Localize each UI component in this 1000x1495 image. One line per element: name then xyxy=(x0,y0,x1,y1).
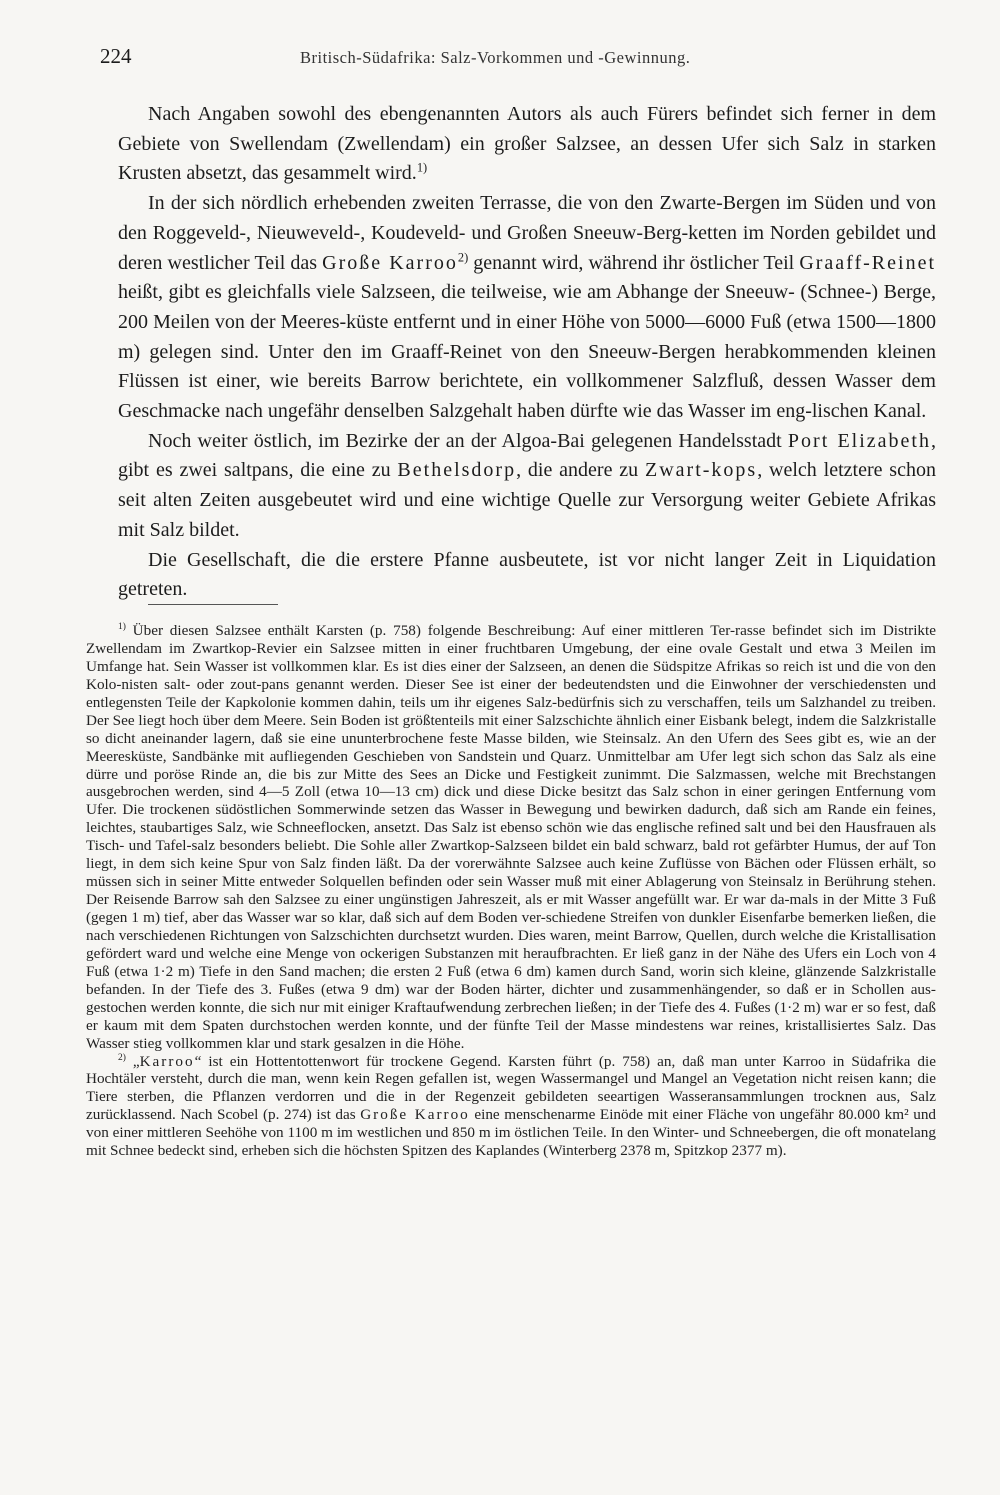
footnote-marker-1: 1) xyxy=(118,621,126,632)
text: , gibt es zwei saltpans, die eine zu xyxy=(118,429,936,482)
footnote-2 xyxy=(86,1053,936,1161)
page-number: 224 xyxy=(100,44,132,68)
footnotes xyxy=(86,622,936,1160)
main-text xyxy=(118,100,936,605)
footnote-ref-1: 1) xyxy=(416,160,428,175)
text: Noch weiter östlich, im Bezirke der an der Algoa-Bai gelegenen Handelsstadt xyxy=(148,429,788,452)
text: Die Gesellschaft, die die erstere Pfanne ausbeutete, ist vor nicht langer Zeit in Liquidation getreten. xyxy=(118,548,936,601)
footnote-text: „ xyxy=(125,1052,140,1070)
text: , die andere zu xyxy=(516,459,646,482)
spaced-term: Zwart-kops xyxy=(645,459,758,482)
text: heißt, gibt es gleichfalls viele Salzseen, die teilweise, wie am Abhange der Sneeuw- (Schnee-) Berge, 200 Meilen von der Meeres-küste entfernt und in einer Höhe von 5000—6000 Fuß (etwa 1500—1800 m) gelegen sind. Unter den im Graaff-Reinet von den Sneeuw-Bergen herabkommenden kleinen Flüssen ist einer, wie bereits Barrow berichtete, ein vollkommener Salzfluß, dessen Wasser dem Geschmacke nach ungefähr denselben Salzgehalt haben dürfte wie das Wasser im eng-lischen Kanal. xyxy=(118,281,936,423)
footnote-ref-2: 2) xyxy=(457,249,469,264)
footnote-text: “ ist ein Hottentottenwort für trockene Gegend. Karsten führt (p. 758) an, daß man unter Karroo in Südafrika die Hochtäler versteht, durch die man, wenn kein Regen gefallen ist, wegen Wassermangel und Mangel an Vegetation nicht reisen kann; die Tiere sterben, die Pflanzen verdorren und die in der Regenzeit gebildeten seeartigen Wasseransammlungen trocknen aus, Salz zurücklassend. Nach Scobel (p. 274) ist das xyxy=(86,1052,936,1124)
page-header xyxy=(100,44,940,74)
text: In der sich nördlich erhebenden zweiten Terrasse, die von den Zwarte-Bergen im Süden und von den Roggeveld-, Nieuweveld-, Koudeveld- und Großen Sneeuw-Berg-ketten im Norden gebildet und deren westlicher Teil das xyxy=(118,192,936,274)
paragraph-karroo xyxy=(118,189,936,427)
paragraph-port-elizabeth xyxy=(118,427,936,546)
text: Nach Angaben sowohl des ebengenannten Autors als auch Fürers befindet sich ferner in dem Gebiete von Swellendam (Zwellendam) ein großer Salzsee, an dessen Ufer sich Salz in starken Krusten absetzt, das gesammelt wird. xyxy=(118,103,936,185)
footnote-text: eine menschenarme Einöde mit einer Fläche von ungefähr 80.000 km² und von einer mittleren Seehöhe von 1100 m im westlichen und 850 m im östlichen Teile. In den Winter- und Schneebergen, die oft monatelang mit Schnee bedeckt sind, erheben sich die höchsten Spitzen des Kaplandes (Winterberg 2378 m, Spitzkop 2377 m). xyxy=(86,1106,937,1160)
spaced-term: Port Elizabeth xyxy=(787,429,931,452)
footnote-text: Über diesen Salzsee enthält Karsten (p. 758) folgende Beschreibung: Auf einer mittleren Ter-rasse befindet sich im Distrikte Zwellendam im Zwartkop-Revier ein Salzsee mitten in einer fruchtbaren Umgebung, der eine ovale Gestalt und etwa 3 Meilen im Umfange hat. Sein Wasser ist vollkommen klar. Es ist dies einer der Salzseen, an denen die Südspitze Afrikas so reich ist und die von den Kolo-nisten salt- oder zout-pans genannt werden. Dieser See ist einer der bedeutendsten und die Einwohner der verschiedensten und entlegensten Teile der Kapkolonie kommen dahin, teils um ihr eigenes Salz-bedürfnis sich zu verschaffen, teils um Salzhandel zu treiben. Der See liegt hoch über dem Meere. Sein Boden ist größtenteils mit einer Salzschichte ähnlich einer Eisbank belegt, indem die Salzkristalle so dicht aneinander lagern, daß sie eine ununterbrochene feste Masse bilden, wie Steinsalz. An den Ufern des Sees gibt es, wie an der Meeresküste, Sandbänke mit aufliegenden Geschieben von Sandstein und Quarz. Unmittelbar am Ufer legt sich schon das Salz als eine dürre und poröse Rinde an, die bis zur Mitte des Sees an Dicke und Festigkeit zunimmt. Die Salzmassen, welche mit Brechstangen ausgebrochen werden, sind 4—5 Zoll (etwa 10—13 cm) dick und diese Dicke besitzt das Salz schon in einer geringen Entfernung vom Ufer. Die trockenen südöstlichen Sommerwinde setzen das Wasser in Bewegung und bewirken dadurch, daß sich am Rande ein feines, leichtes, staubartiges Salz, wie Schneeflocken, ansetzt. Das Salz ist ebenso schön wie das englische refined salt und bei den Hausfrauen als Tisch- und Tafel-salz besonders beliebt. Die Sohle aller Zwartkop-Salzseen bildet ein bald schwarz, bald rot gefärbter Humus, der auf Ton liegt, in dem sich keine Spur von Salz finden läßt. Da der vorerwähnte Salzsee auch keine Zuflüsse von Bächen oder Flüssen erhält, so müssen sich in seiner Mitte entweder Solquellen befinden oder sein Wasser muß mit einer Ablagerung von Steinsalz in Berührung stehen. Der Reisende Barrow sah den Salzsee zu einer ungünstigen Jahreszeit, als er mit Wasser angefüllt war. Er war da-mals in der Mitte 3 Fuß (gegen 1 m) tief, aber das Wasser war so klar, daß sich auf dem Boden ver-schiedene Streifen von dunkler Eisenfarbe bemerken ließen, die nach verschiedenen Richtungen von Salzschichten durchsetzt wurden. Dies waren, meint Barrow, Quellen, durch welche die Kristallisation gefördert ward und welche eine Menge von ockerigen Substanzen mit heraufbrachten. Er ließ ganz in der Nähe des Ufers ein Loch von 4 Fuß (etwa 1·2 m) Tiefe in den Sand machen; die ersten 2 Fuß (etwa 6 dm) kamen durch Sand, worin sich kleine, glänzende Salzkristalle befanden. In der Tiefe des 3. Fußes (etwa 9 dm) war der Boden härter, dichter und zusammenhängender, so daß er in Schollen aus-gestochen werden konnte, die sich nur mit einiger Kraftaufwendung zerbrechen ließen; in der Tiefe des 4. Fußes (1·2 m) war er so fest, daß er kaum mit dem Spaten durchstochen werden konnte, und der fünfte Teil der Masse mindestens war reines, kristallisiertes Salz. Das Wasser stieg vollkommen klar und stark gesalzen in die Höhe. xyxy=(86,622,936,1052)
paragraph-swellendam xyxy=(118,100,936,189)
footnote-rule xyxy=(148,604,278,605)
text: , welch letztere schon seit alten Zeiten ausgebeutet wird und eine wichtige Quelle zur Versorgung weiter Gebiete Afrikas mit Salz bildet. xyxy=(118,459,936,541)
text: genannt wird, während ihr östlicher Teil xyxy=(468,251,800,274)
spaced-term: Große Karroo xyxy=(322,251,458,274)
spaced-term: Bethelsdorp xyxy=(397,459,517,482)
footnote-marker-2: 2) xyxy=(118,1052,126,1063)
spaced-term: Große Karroo xyxy=(360,1106,470,1124)
paragraph-liquidation xyxy=(118,546,936,605)
spaced-term: Graaff-Reinet xyxy=(799,251,936,274)
spaced-term: Karroo xyxy=(139,1052,195,1070)
footnote-1 xyxy=(86,622,936,1053)
running-head: Britisch-Südafrika: Salz-Vorkommen und -Gewinnung. xyxy=(300,48,691,67)
